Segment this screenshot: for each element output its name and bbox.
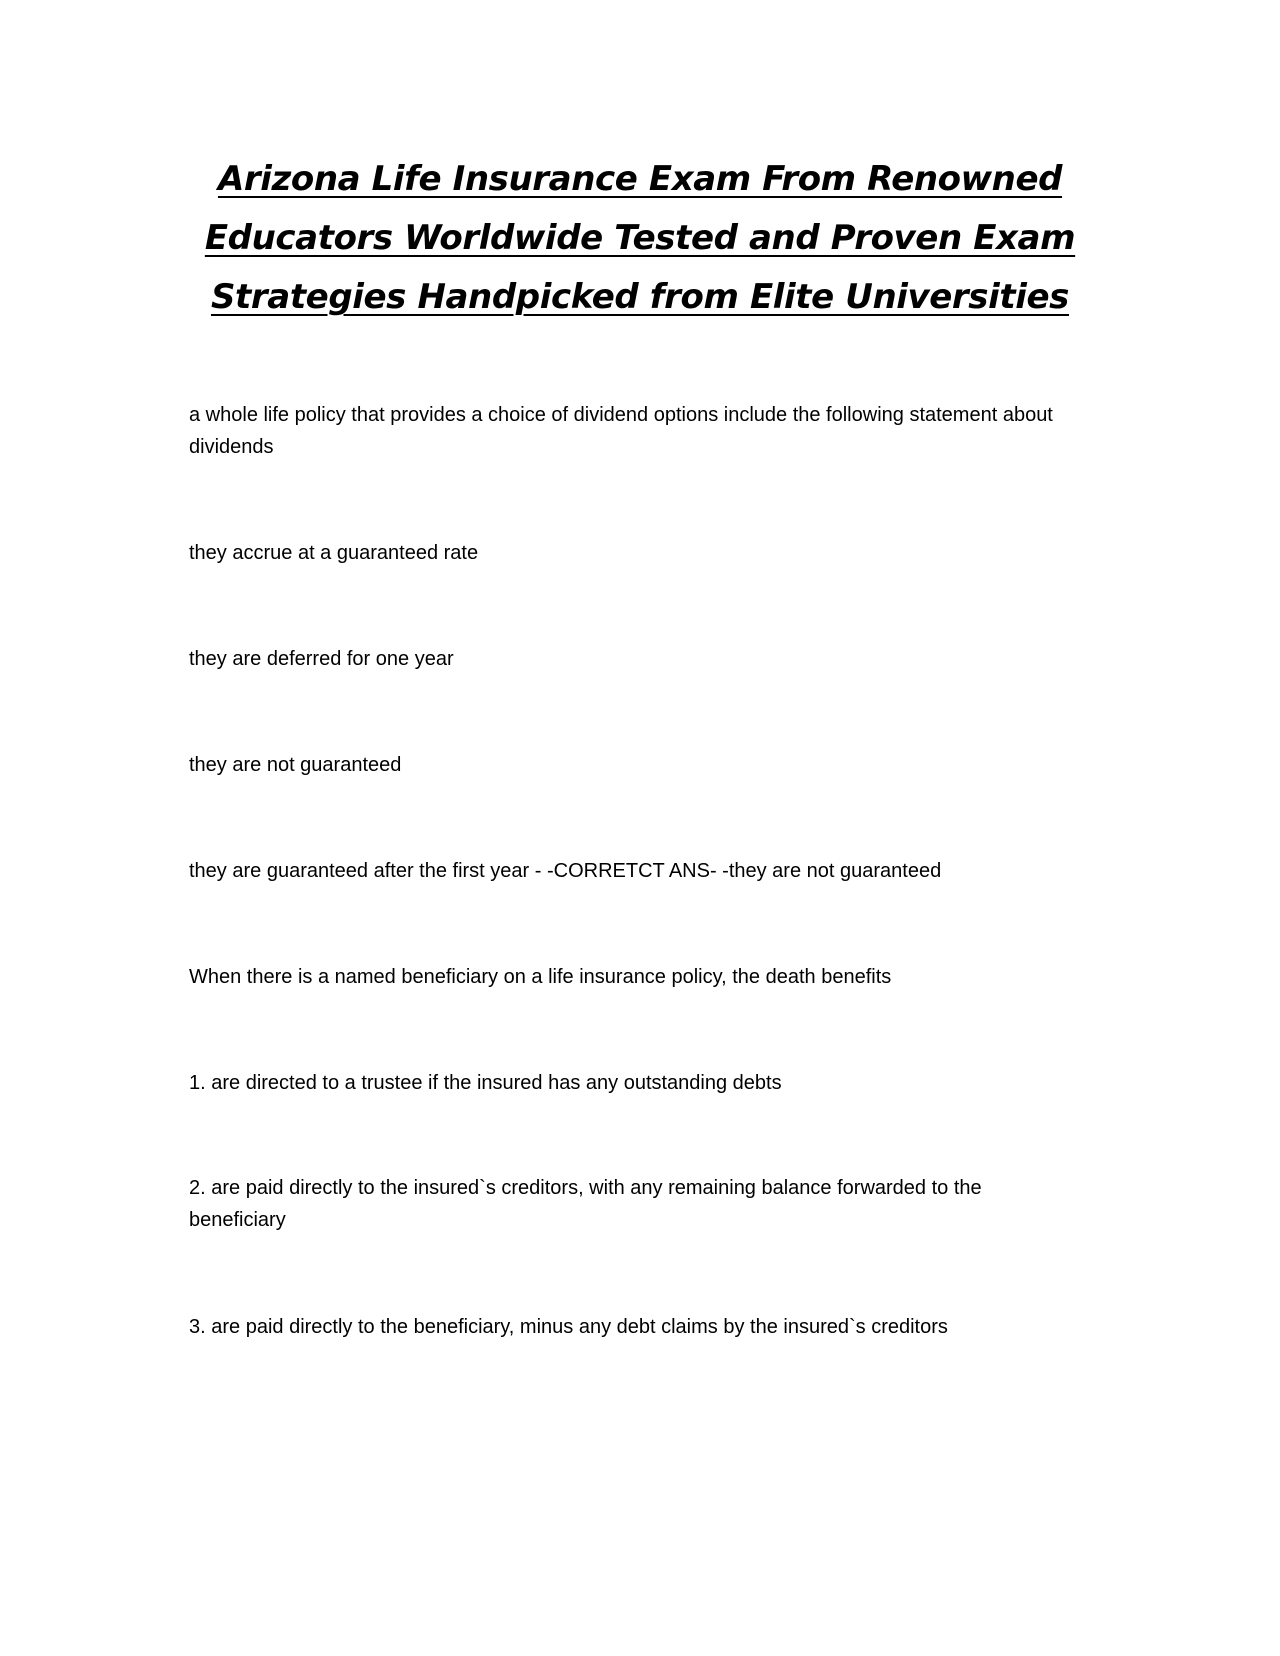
title-line-2: Educators Worldwide Tested and Proven Exam — [204, 218, 1076, 258]
question-2-option-3: 3. are paid directly to the beneficiary, minus any debt claims by the insured`s creditors — [189, 1316, 948, 1338]
title-line-3: Strategies Handpicked from Elite Universities — [210, 277, 1070, 317]
document-title — [200, 150, 1080, 327]
question-1-option-b: they are deferred for one year — [189, 648, 454, 670]
question-2-option-1: 1. are directed to a trustee if the insured has any outstanding debts — [189, 1072, 782, 1094]
question-1-option-c: they are not guaranteed — [189, 754, 402, 776]
question-2-option-2: 2. are paid directly to the insured`s creditors, with any remaining balance forwarded to the beneficiary — [189, 1177, 982, 1231]
question-2-text: When there is a named beneficiary on a life insurance policy, the death benefits — [189, 966, 892, 988]
question-1-text: a whole life policy that provides a choice of dividend options include the following statement about dividends — [189, 404, 1053, 458]
question-1-option-d-with-answer: they are guaranteed after the first year - -CORRETCT ANS- -they are not guaranteed — [189, 860, 942, 882]
title-line-1: Arizona Life Insurance Exam From Renowned — [217, 159, 1063, 199]
question-1-option-a: they accrue at a guaranteed rate — [189, 542, 479, 564]
